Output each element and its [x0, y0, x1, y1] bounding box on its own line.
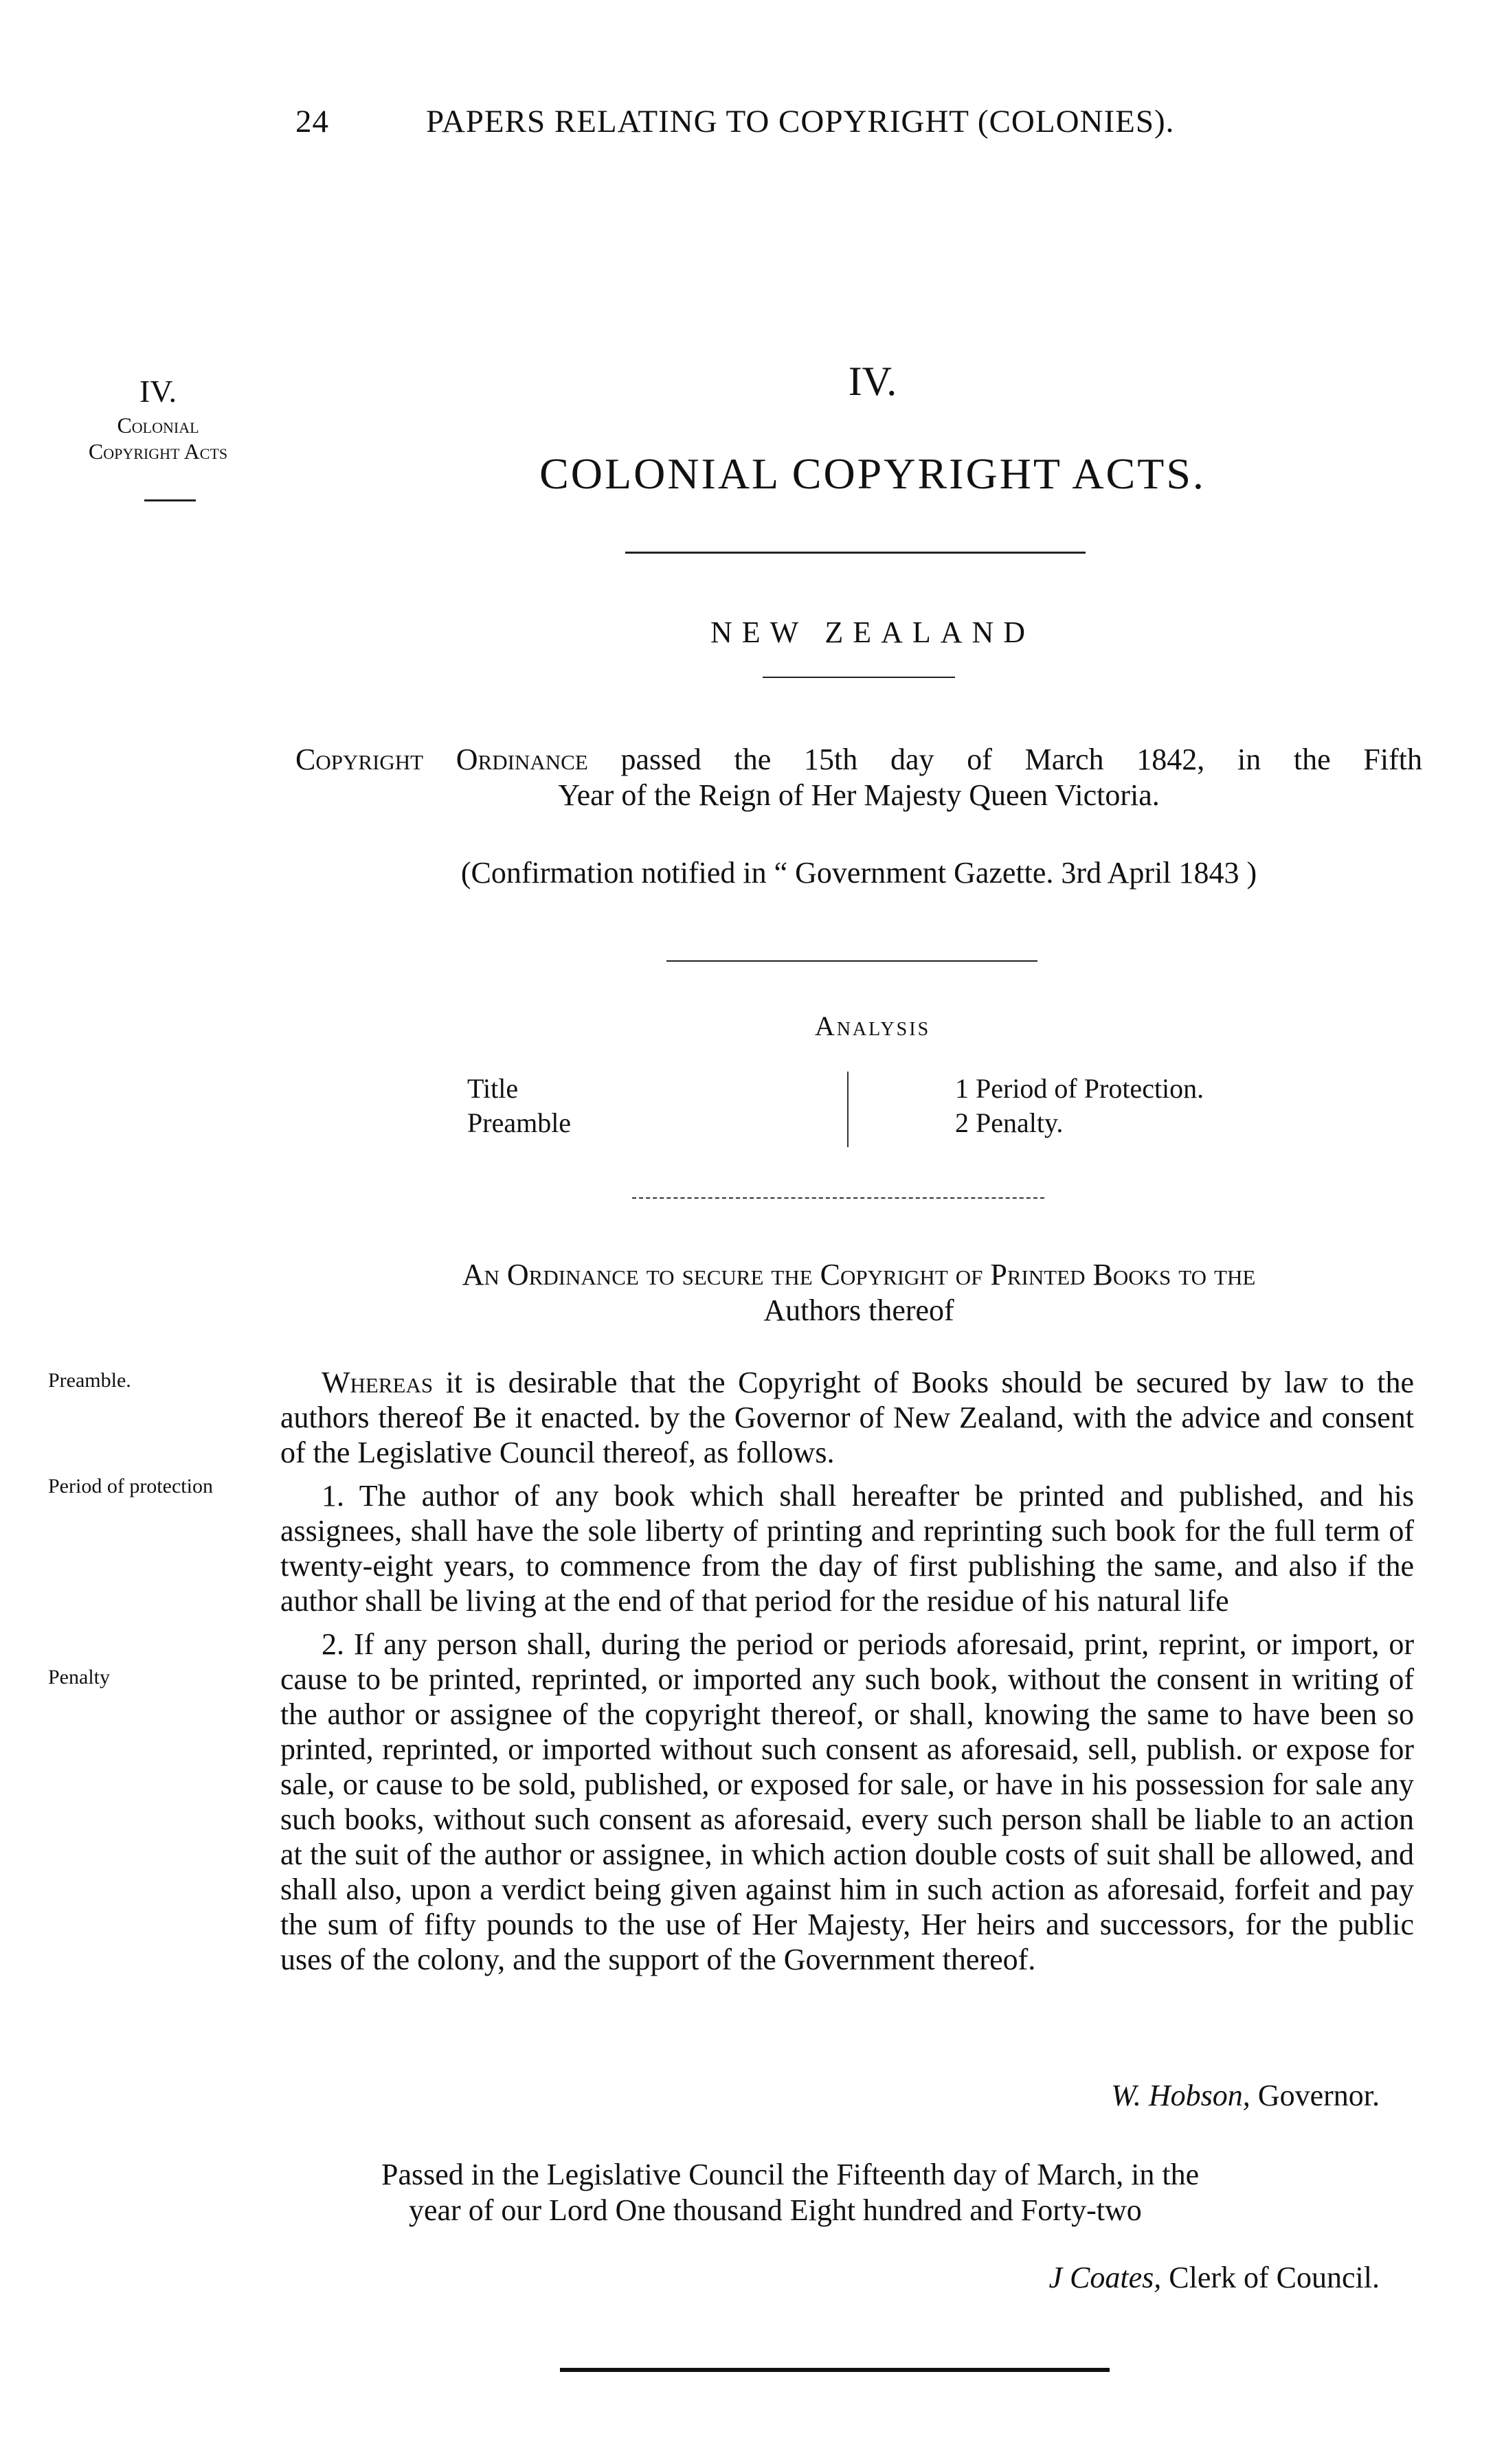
- analysis-divider: [847, 1072, 849, 1147]
- side-heading-line1: Colonial: [117, 413, 199, 438]
- analysis-right: [955, 1072, 1204, 1140]
- analysis-title: Title: [467, 1073, 519, 1104]
- closing-rule: [560, 2368, 1110, 2372]
- side-heading-number: IV.: [139, 374, 177, 409]
- running-header: [295, 103, 1326, 140]
- long-title-line1: An Ordinance to secure the Copyright of Printed Books to the: [462, 1258, 1256, 1291]
- margin-note-preamble: Preamble.: [48, 1369, 131, 1392]
- preamble-text: it is desirable that the Copyright of Books should be secured by law to the authors thereof Be it enacted. by the Governor of New Zealand, with the advice and consent of the Legislative Council thereof, as follows.: [280, 1366, 1414, 1469]
- ordinance-heading-caps: Copyright Ordinance: [295, 743, 588, 776]
- title-number: IV.: [848, 359, 897, 404]
- page-title: COLONIAL COPYRIGHT ACTS.: [539, 449, 1206, 498]
- governor-title: Governor.: [1257, 2079, 1380, 2112]
- passed-line2: year of our Lord One thousand Eight hundred and Forty-two: [409, 2193, 1142, 2227]
- confirmation-rule: [666, 960, 1037, 962]
- long-title-line2: Authors thereof: [763, 1293, 954, 1327]
- page-number: 24: [295, 104, 329, 139]
- passed-note: [381, 2157, 1398, 2228]
- long-title: [295, 1257, 1422, 1329]
- confirmation-note: (Confirmation notified in “ Government Gazette. 3rd April 1843 ): [460, 856, 1257, 890]
- analysis-preamble: Preamble: [467, 1107, 572, 1138]
- governor-signature: [1111, 2078, 1380, 2113]
- preamble-lead: Whereas: [322, 1366, 434, 1399]
- analysis-rule: [632, 1197, 1044, 1199]
- governor-name: W. Hobson,: [1111, 2079, 1250, 2112]
- passed-line1: Passed in the Legislative Council the Fifteenth day of March, in the: [381, 2158, 1200, 2191]
- analysis-heading: Analysis: [814, 1010, 931, 1041]
- colony-rule: [763, 677, 955, 678]
- ordinance-heading-rest: passed the 15th day of March 1842, in the Fifth: [620, 743, 1422, 776]
- preamble-paragraph: [280, 1365, 1414, 1470]
- margin-note-penalty: Penalty: [48, 1666, 110, 1688]
- title-rule: [625, 552, 1086, 554]
- side-heading-line2: Copyright Acts: [88, 439, 228, 464]
- running-title: PAPERS RELATING TO COPYRIGHT (COLONIES).: [426, 104, 1175, 139]
- clerk-title: Clerk of Council.: [1169, 2261, 1380, 2294]
- section-1: 1. The author of any book which shall hereafter be printed and published, and his assignees, shall have the sole liberty of printing and reprinting such book for the full term of twenty-eight years, to commence from the day of first publishing the same, and also if the author shall be living at the end of that period for the residue of his natural life: [280, 1479, 1414, 1618]
- margin-note-protection: Period of protection: [48, 1475, 213, 1497]
- ordinance-body: [280, 1365, 1414, 1977]
- ordinance-heading: [295, 742, 1422, 813]
- analysis-left: [467, 1072, 571, 1140]
- clerk-signature: [1049, 2260, 1380, 2295]
- analysis-period-of-protection: 1 Period of Protection.: [955, 1073, 1204, 1104]
- colony-heading: NEW ZEALAND: [710, 615, 1035, 649]
- ordinance-heading-line2: Year of the Reign of Her Majesty Queen Victoria.: [558, 778, 1160, 812]
- analysis-penalty: 2 Penalty.: [955, 1107, 1064, 1138]
- clerk-name: J Coates,: [1048, 2261, 1162, 2294]
- section-2: 2. If any person shall, during the period or periods aforesaid, print, reprint, or import, or cause to be printed, reprinted, or imported any such book, without the consent in writing of the author or assignee of the copyright thereof, or shall, knowing the same to have been so printed, reprinted, or imported without such consent as aforesaid, sell, publish. or expose for sale, or cause to be sold, published, or exposed for sale, or have in his possession for sale any such books, without such consent as aforesaid, every such person shall be liable to an action at the suit of the author or assignee, in which action double costs of suit shall be allowed, and shall also, upon a verdict being given against him in such action as aforesaid, forfeit and pay the sum of fifty pounds to the use of Her Majesty, Her heirs and successors, for the public uses of the colony, and the support of the Government thereof.: [280, 1627, 1414, 1976]
